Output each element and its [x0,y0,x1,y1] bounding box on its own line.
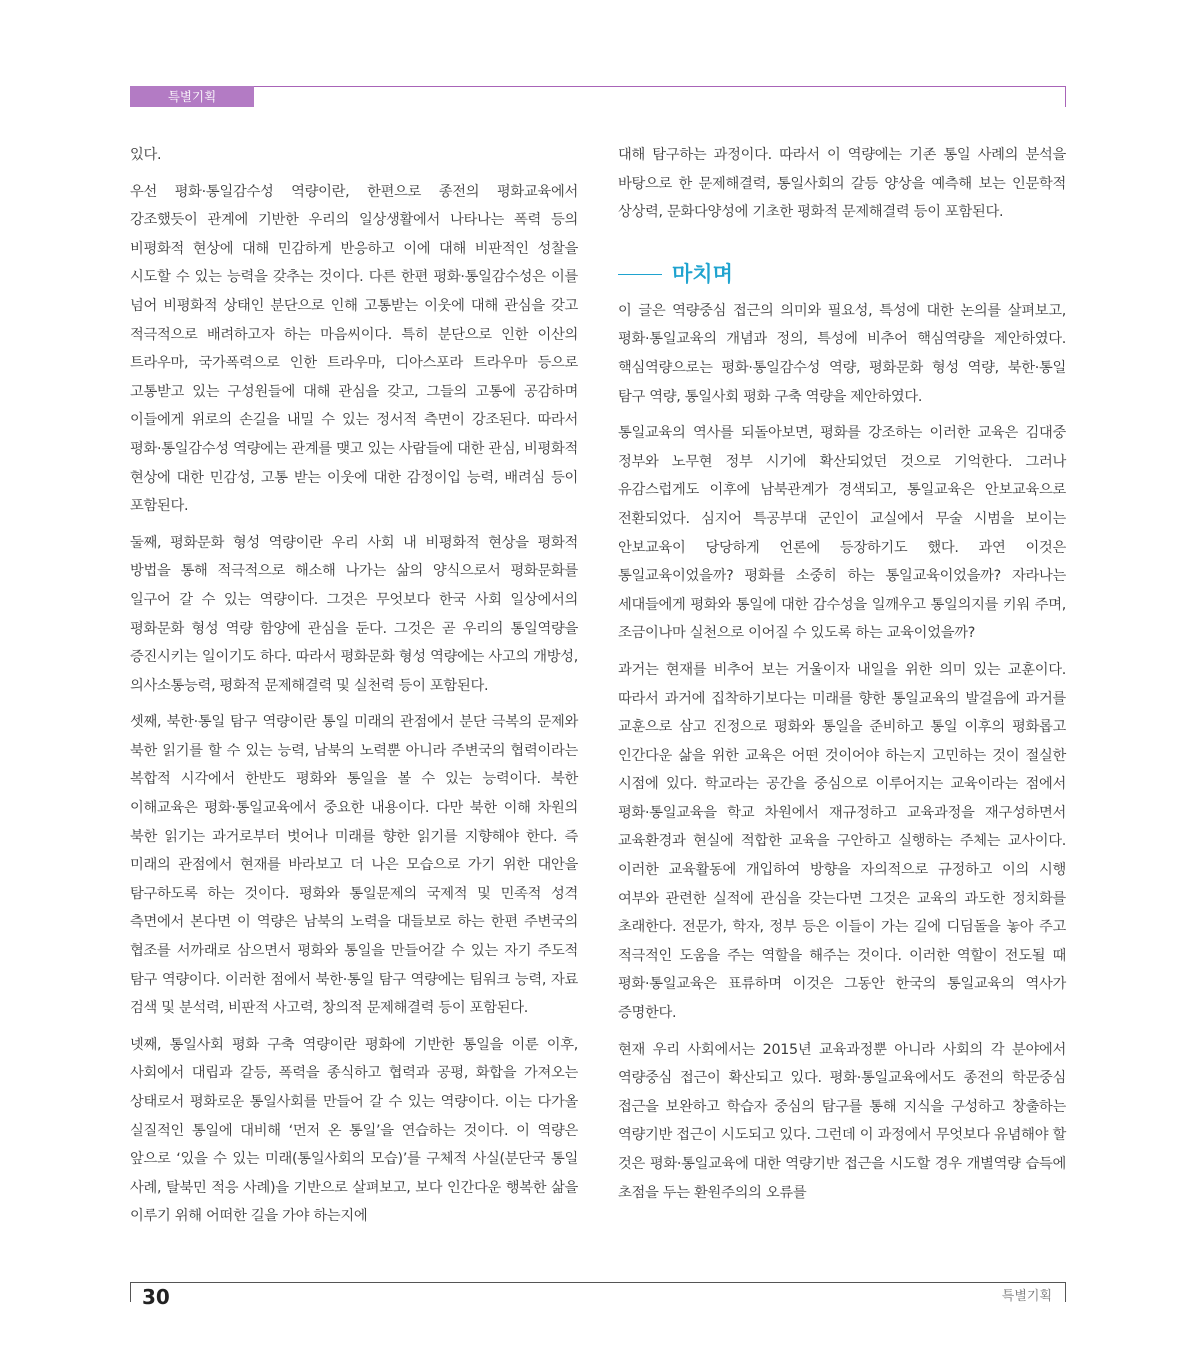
body-paragraph: 통일교육의 역사를 되돌아보면, 평화를 강조하는 이러한 교육은 김대중 정부와 노무현 정부 시기에 확산되었던 것으로 기억한다. 그러나 유감스럽게도 이후에 남북관계가 경색되고, 통일교육은 안보교육으로 전환되었다. 심지어 특공부대 군인이 교실에서 무술 시범을 보이는 안보교육이 당당하게 언론에 등장하기도 했다. 과연 이것은 통일교육이었을까? 평화를 소중히 하는 통일교육이었을까? 자라나는 세대들에게 평화와 통일에 대한 감수성을 일깨우고 통일의지를 키워 주며, 조금이나마 실천으로 이어질 수 있도록 하는 교육이었을까? [618,425,1066,642]
right-column [618,141,1066,1215]
page-number: 30 [142,1285,170,1309]
footer-rule [130,1282,1066,1283]
header-rule [130,86,1066,87]
section-tab: 특별기획 [130,86,254,107]
body-paragraph: 넷째, 통일사회 평화 구축 역량이란 평화에 기반한 통일을 이룬 이후, 사회에서 대립과 갈등, 폭력을 종식하고 협력과 공평, 화합을 가져오는 상태로서 평화로운 통일사회를 만들어 갈 수 있는 역량이다. 이는 다가올 실질적인 통일에 대비해 ‘먼저 온 통일’을 연습하는 것이다. 이 역량은 앞으로 ‘있을 수 있는 미래(통일사회의 모습)’를 구체적 사실(분단국 통일 사례, 탈북민 적응 사례)을 기반으로 살펴보고, 보다 인간다운 행복한 삶을 이루기 위해 어떠한 길을 가야 하는지에 [130,1036,578,1225]
header-rule-end [1065,86,1066,107]
body-paragraph: 셋째, 북한·통일 탐구 역량이란 통일 미래의 관점에서 분단 극복의 문제와 북한 읽기를 할 수 있는 능력, 남북의 노력뿐 아니라 주변국의 협력이라는 복합적 시각에서 한반도 평화와 통일을 볼 수 있는 능력이다. 북한 이해교육은 평화·통일교육에서 중요한 내용이다. 다만 북한 이해 차원의 북한 읽기는 과거로부터 벗어나 미래를 향한 읽기를 지향해야 한다. 즉 미래의 관점에서 현재를 바라보고 더 나은 모습으로 가기 위한 대안을 탐구하도록 하는 것이다. 평화와 통일문제의 국제적 및 민족적 성격 측면에서 본다면 이 역량은 남북의 노력을 대들보로 하는 한편 주변국의 협조를 서까래로 삼으면서 평화와 통일을 만들어갈 수 있는 자기 주도적 탐구 역량이다. 이러한 점에서 북한·통일 탐구 역량에는 팀워크 능력, 자료 검색 및 분석력, 비판적 사고력, 창의적 문제해결력 등이 포함된다. [130,714,578,1017]
footer-tick-right [1065,1282,1066,1302]
heading-rule [618,274,662,275]
section-heading [618,257,1066,293]
footer-section-label: 특별기획 [1001,1289,1052,1304]
footer-tick-left [130,1282,131,1302]
body-paragraph: 대해 탐구하는 과정이다. 따라서 이 역량에는 기존 통일 사례의 분석을 바탕으로 한 문제해결력, 통일사회의 갈등 양상을 예측해 보는 인문학적 상상력, 문화다양성에 기초한 평화적 문제해결력 등이 포함된다. [618,147,1066,221]
section-title: 마치며 [672,262,733,287]
body-paragraph: 둘째, 평화문화 형성 역량이란 우리 사회 내 비평화적 현상을 평화적 방법을 통해 적극적으로 해소해 나가는 삶의 양식으로서 평화문화를 일구어 갈 수 있는 역량이다. 그것은 무엇보다 한국 사회 일상에서의 평화문화 형성 역량 함양에 관심을 둔다. 그것은 곧 우리의 통일역량을 증진시키는 일이기도 하다. 따라서 평화문화 형성 역량에는 사고의 개방성, 의사소통능력, 평화적 문제해결력 및 실천력 등이 포함된다. [130,534,578,694]
body-paragraph: 있다. [130,147,162,163]
left-column [130,141,578,1239]
body-paragraph: 과거는 현재를 비추어 보는 거울이자 내일을 위한 의미 있는 교훈이다. 따라서 과거에 집착하기보다는 미래를 향한 통일교육의 발걸음에 과거를 교훈으로 삼고 진정으로 평화와 통일을 준비하고 통일 이후의 평화롭고 인간다운 삶을 위한 교육은 어떤 것이어야 하는지 고민하는 것이 절실한 시점에 있다. 학교라는 공간을 중심으로 이루어지는 교육이라는 점에서 평화·통일교육을 학교 차원에서 재규정하고 교육과정을 재구성하면서 교육환경과 현실에 적합한 교육을 구안하고 실행하는 주체는 교사이다. 이러한 교육활동에 개입하여 방향을 자의적으로 규정하고 이의 시행 여부와 관련한 실적에 관심을 갖는다면 그것은 교육의 과도한 정치화를 초래한다. 전문가, 학자, 정부 등은 이들이 가는 길에 디딤돌을 놓아 주고 적극적인 도움을 주는 역할을 해주는 것이다. 이러한 역할이 전도될 때 평화·통일교육은 표류하며 이것은 그동안 한국의 통일교육의 역사가 증명한다. [618,661,1066,1022]
body-paragraph: 이 글은 역량중심 접근의 의미와 필요성, 특성에 대한 논의를 살펴보고, 평화·통일교육의 개념과 정의, 특성에 비추어 핵심역량을 제안하였다. 핵심역량으로는 평화·통일감수성 역량, 평화문화 형성 역량, 북한·통일 탐구 역량, 통일사회 평화 구축 역량을 제안하였다. [618,302,1066,405]
body-paragraph: 우선 평화·통일감수성 역량이란, 한편으로 종전의 평화교육에서 강조했듯이 관계에 기반한 우리의 일상생활에서 나타나는 폭력 등의 비평화적 현상에 대해 민감하게 반응하고 이에 대해 비판적인 성찰을 시도할 수 있는 능력을 갖추는 것이다. 다른 한편 평화·통일감수성은 이를 넘어 비평화적 상태인 분단으로 인해 고통받는 이웃에 대해 관심을 갖고 적극적으로 배려하고자 하는 마음씨이다. 특히 분단으로 인한 이산의 트라우마, 국가폭력으로 인한 트라우마, 디아스포라 트라우마 등으로 고통받고 있는 구성원들에 대해 관심을 갖고, 그들의 고통에 공감하며 이들에게 위로의 손길을 내밀 수 있는 정서적 측면이 강조된다. 따라서 평화·통일감수성 역량에는 관계를 맺고 있는 사람들에 대한 관심, 비평화적 현상에 대한 민감성, 고통 받는 이웃에 대한 감정이입 능력, 배려심 등이 포함된다. [130,183,578,515]
body-paragraph: 현재 우리 사회에서는 2015년 교육과정뿐 아니라 사회의 각 분야에서 역량중심 접근이 확산되고 있다. 평화·통일교육에서도 종전의 학문중심 접근을 보완하고 학습자 중심의 탐구를 통해 지식을 구성하고 창출하는 역량기반 접근이 시도되고 있다. 그런데 이 과정에서 무엇보다 유념해야 할 것은 평화·통일교육에 대한 역량기반 접근을 시도할 경우 개별역량 습득에 초점을 두는 환원주의의 오류를 [618,1041,1066,1201]
